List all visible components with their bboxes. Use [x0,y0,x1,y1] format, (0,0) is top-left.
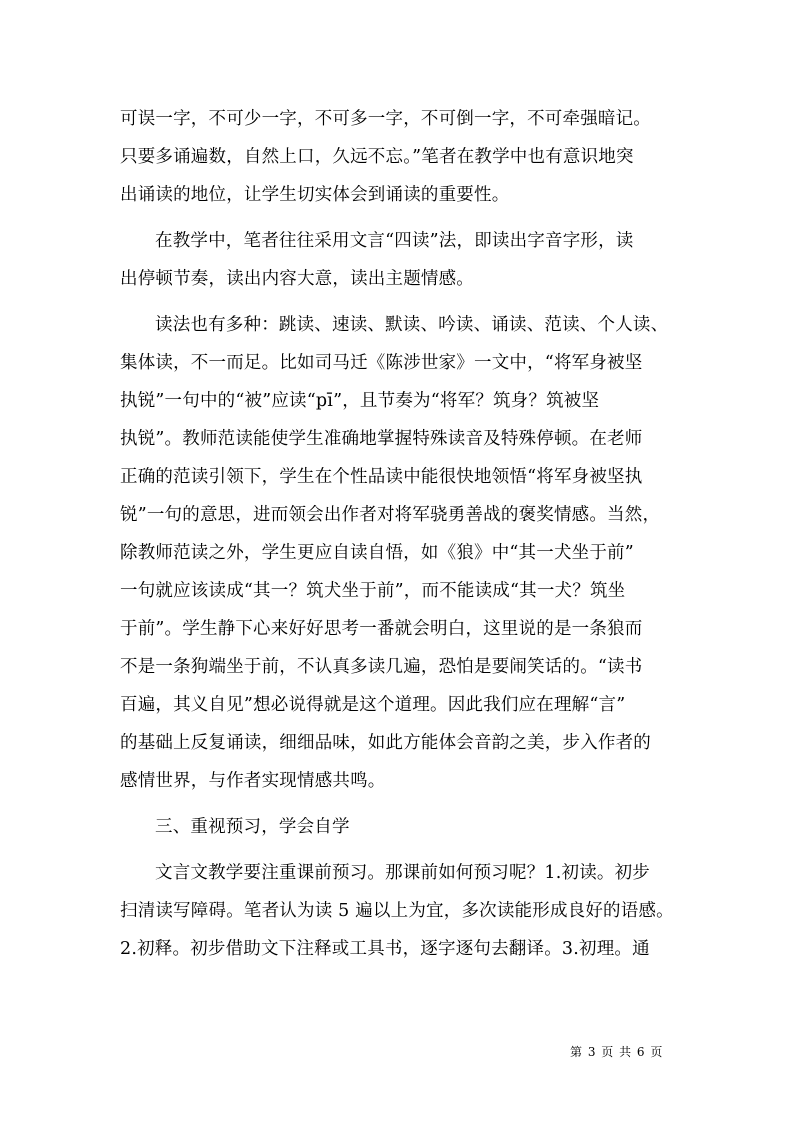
text-line: 出停顿节奏，读出内容大意，读出主题情感。 [120,269,474,289]
text-line: 在教学中，笔者往往采用文言“四读”法，即读出字音字形，读 [155,231,634,251]
text-line: 文言文教学要注重课前预习。那课前如何预习呢？1.初读。初步 [155,863,650,883]
paragraph [120,100,680,214]
text-line: 不是一条狗端坐于前，不认真多读几遍，恐怕是要闹笑话的。“读书 [120,657,643,677]
text-line: 可误一字，不可少一字，不可多一字，不可倒一字，不可牵强暗记。 [120,109,651,129]
text-line: 执锐”。教师范读能使学生准确地掌握特殊读音及特殊停顿。在老师 [120,429,643,449]
paragraph-spacer [120,800,680,808]
text-line: 锐”一句的意思，进而领会出作者对将军骁勇善战的褒奖情感。当然， [120,505,661,525]
text-line: 的基础上反复诵读，细细品味，如此方能体会音韵之美，步入作者的 [120,733,651,753]
text-line: 扫清读写障碍。笔者认为读 5 遍以上为宜，多次读能形成良好的语感。 [120,901,674,921]
text-line: 集体读，不一而足。比如司马迁《陈涉世家》一文中，“将军身被坚 [120,353,643,373]
paragraph [120,854,680,968]
text-line: 读法也有多种：跳读、速读、默读、吟读、诵读、范读、个人读、 [155,315,669,335]
text-line: 百遍，其义自见”想必说得就是这个道理。因此我们应在理解“言” [120,695,626,715]
text-line: 于前”。学生静下心来好好思考一番就会明白，这里说的是一条狼而 [120,619,643,639]
text-line: 执锐”一句中的“被”应读“pī”，且节奏为“将军？筑身？筑被坚 [120,391,600,411]
paragraph [120,306,680,800]
paragraph-spacer [120,846,680,854]
text-line: 只要多诵遍数，自然上口，久远不忘。”笔者在教学中也有意识地突 [120,147,634,167]
text-line: 正确的范读引领下，学生在个性品读中能很快地领悟“将军身被坚执 [120,467,643,487]
section-heading [120,808,680,846]
document-body [120,100,680,968]
paragraph [120,222,680,298]
paragraph-spacer [120,214,680,222]
text-line: 除教师范读之外，学生更应自读自悟，如《狼》中“其一犬坐于前” [120,543,634,563]
paragraph-spacer [120,298,680,306]
text-line: 一句就应该读成“其一？筑犬坐于前”，而不能读成“其一犬？筑坐 [120,581,626,601]
text-line: 感情世界，与作者实现情感共鸣。 [120,771,386,791]
text-line: 三、重视预习，学会自学 [155,817,350,837]
text-line: 2.初释。初步借助文下注释或工具书，逐字逐句去翻译。3.初理。通 [120,939,650,959]
text-line: 出诵读的地位，让学生切实体会到诵读的重要性。 [120,185,510,205]
page-number-label: 第 3 页 共 6 页 [570,1045,664,1059]
